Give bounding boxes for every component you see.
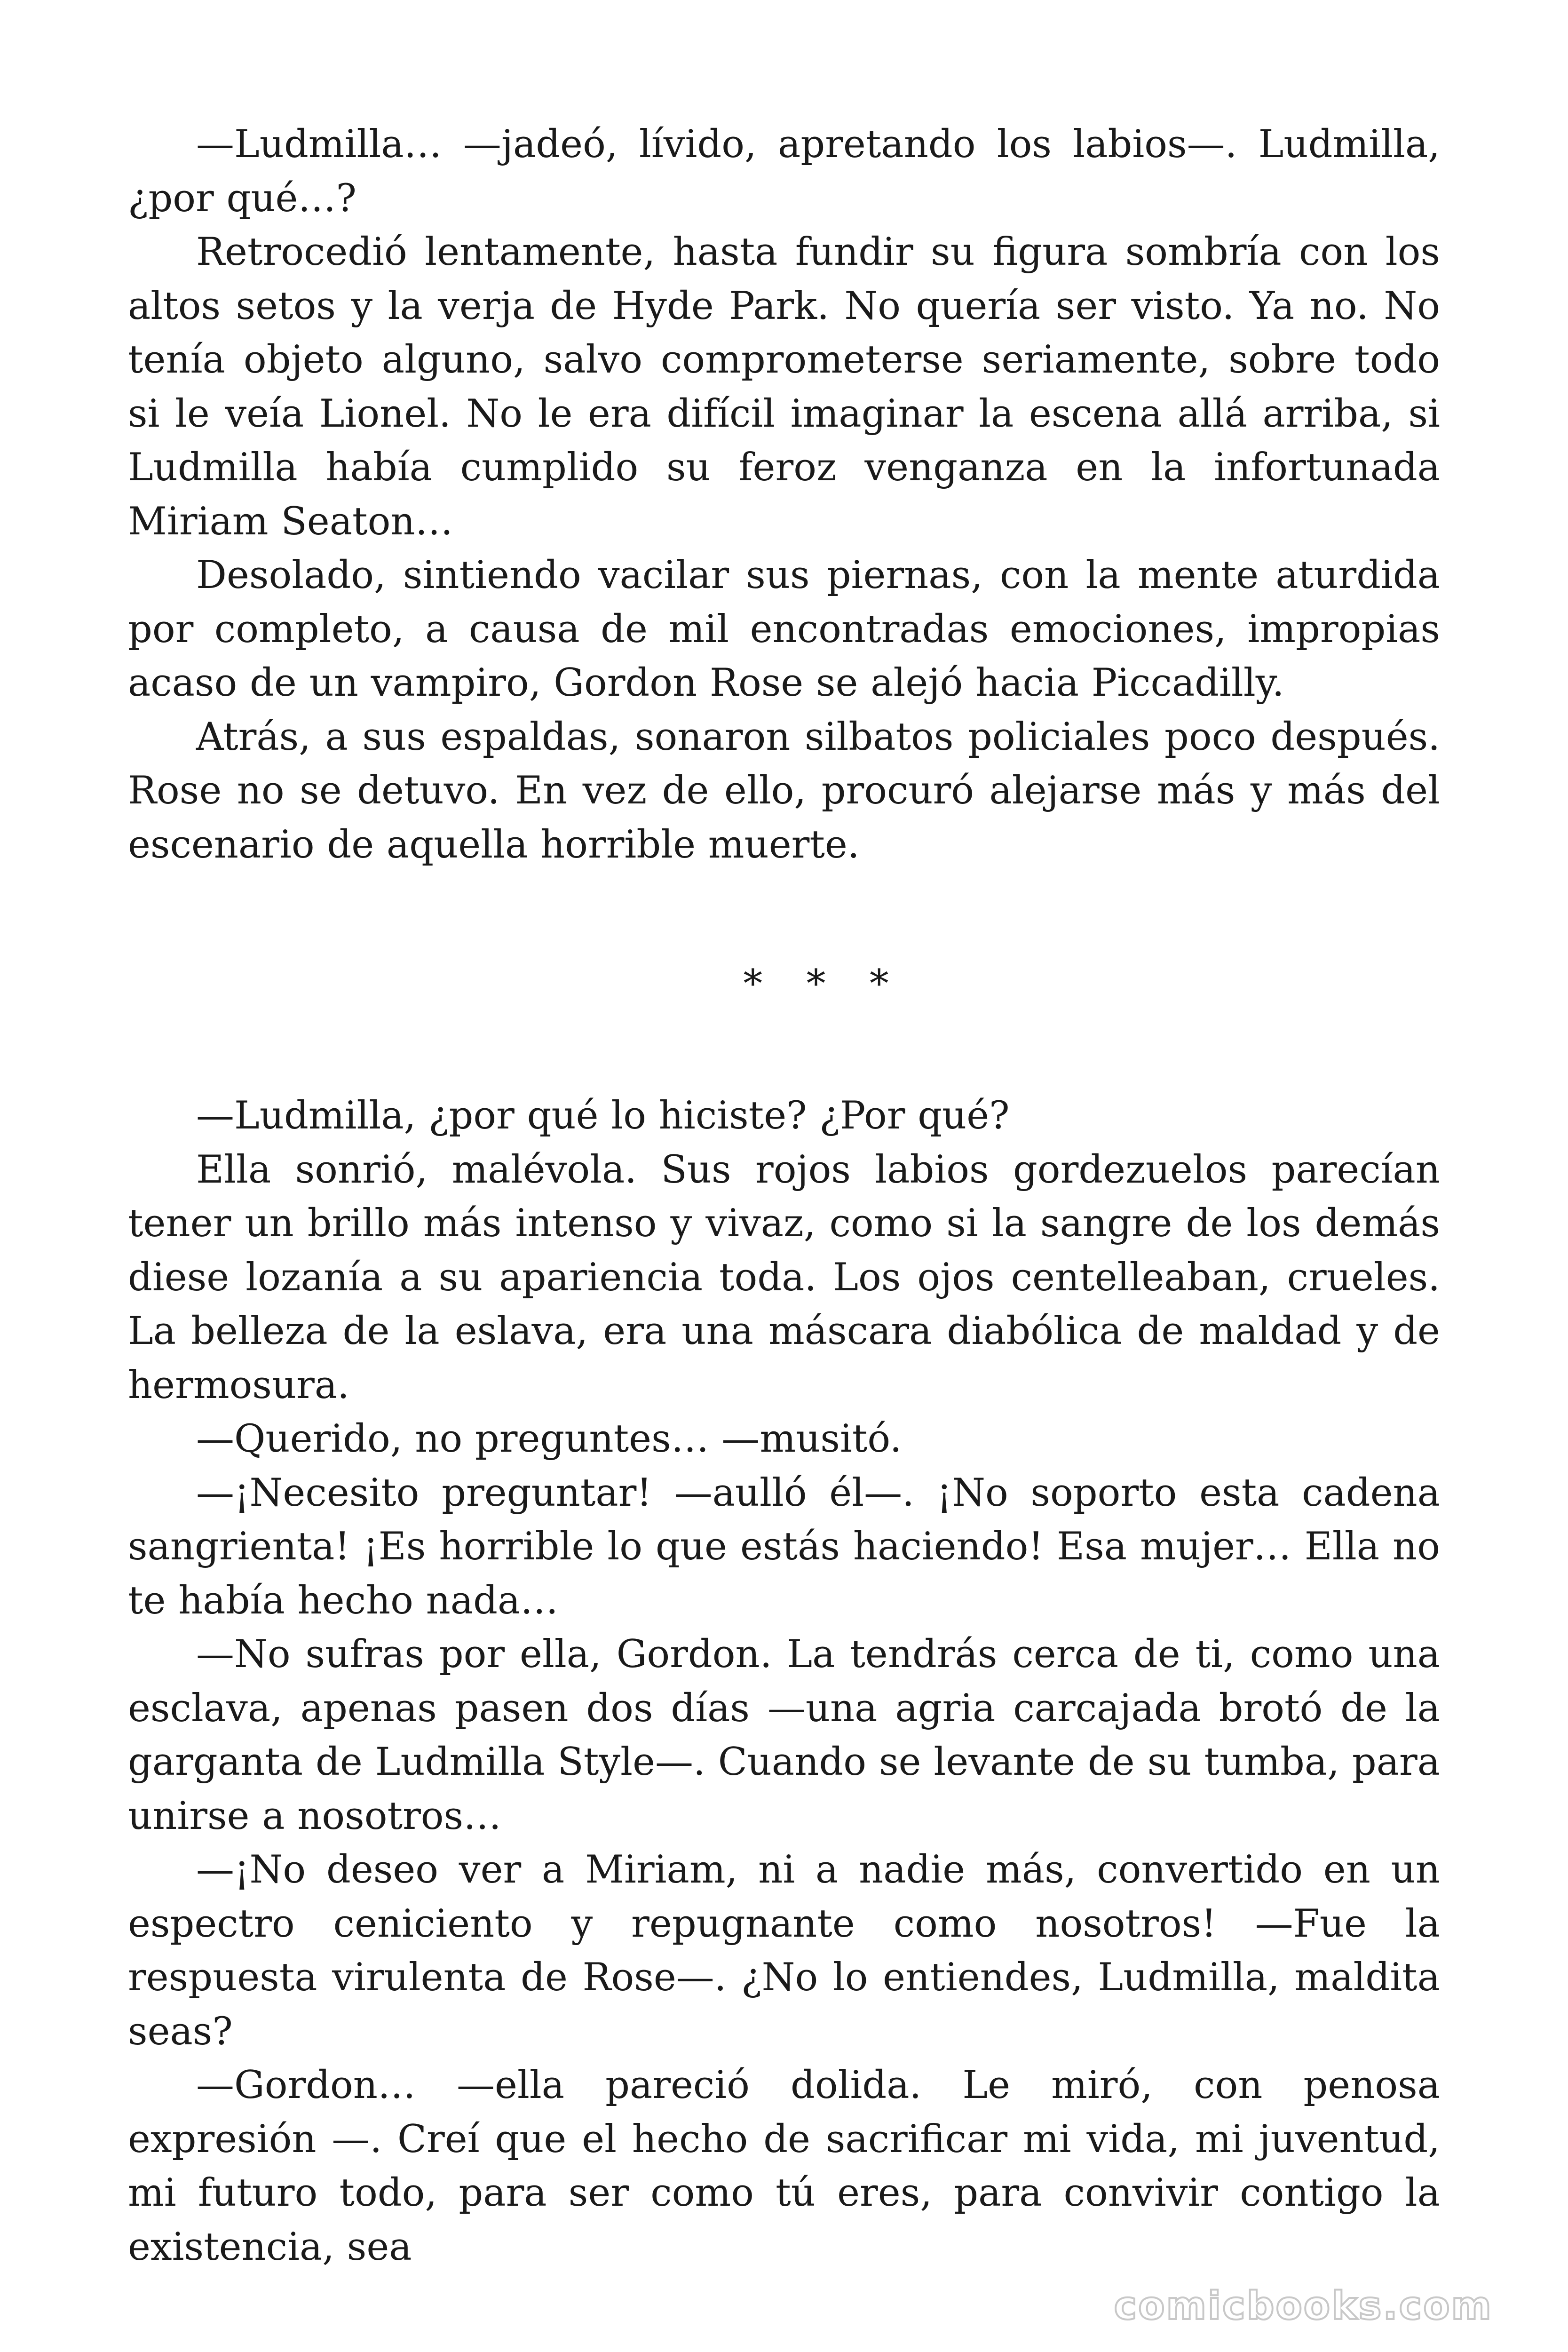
paragraph: Ella sonrió, malévola. Sus rojos labios gordezuelos parecían tener un brillo más intenso y vivaz, como si la sangre de los demás diese lozanía a su apariencia toda. Los ojos centelleaban, crueles. La belleza de la eslava, era una máscara diabólica de maldad y de hermosura. bbox=[128, 1147, 1440, 1407]
text-block-bottom bbox=[128, 1089, 1440, 2274]
paragraph: —¡Necesito preguntar! —aulló él—. ¡No soporto esta cadena sangrienta! ¡Es horrible lo que estás haciendo! Esa mujer… Ella no te había hecho nada… bbox=[128, 1470, 1440, 1623]
paragraph: —Querido, no preguntes… —musitó. bbox=[196, 1417, 902, 1461]
section-separator: * * * bbox=[743, 962, 905, 1006]
paragraph: Desolado, sintiendo vacilar sus piernas, con la mente aturdida por completo, a causa de mil encontradas emociones, impropias acaso de un vampiro, Gordon Rose se alejó hacia Piccadilly. bbox=[128, 553, 1440, 705]
watermark: comicbooks.com bbox=[1114, 2284, 1493, 2328]
paragraph: Atrás, a sus espaldas, sonaron silbatos policiales poco después. Rose no se detuvo. En vez de ello, procuró alejarse más y más del escenario de aquella horrible muerte. bbox=[128, 715, 1440, 867]
paragraph: —Ludmilla… —jadeó, lívido, apretando los labios—. Ludmilla, ¿por qué…? bbox=[128, 122, 1440, 221]
paragraph: —Gordon… —ella pareció dolida. Le miró, con penosa expresión —. Creí que el hecho de sacrificar mi vida, mi juventud, mi futuro todo, para ser como tú eres, para convivir contigo la existencia, sea bbox=[128, 2063, 1440, 2269]
paragraph: —Ludmilla, ¿por qué lo hiciste? ¿Por qué? bbox=[196, 1094, 1010, 1138]
text-block-top bbox=[128, 118, 1440, 872]
paragraph: —¡No deseo ver a Miriam, ni a nadie más, convertido en un espectro ceniciento y repugnante como nosotros! —Fue la respuesta virulenta de Rose—. ¿No lo entiendes, Ludmilla, maldita seas? bbox=[128, 1848, 1440, 2054]
paragraph: —No sufras por ella, Gordon. La tendrás cerca de ti, como una esclava, apenas pasen dos días —una agria carcajada brotó de la garganta de Ludmilla Style—. Cuando se levante de su tumba, para unirse a nosotros… bbox=[128, 1632, 1440, 1838]
paragraph: Retrocedió lentamente, hasta fundir su figura sombría con los altos setos y la verja de Hyde Park. No quería ser visto. Ya no. No tenía objeto alguno, salvo comprometerse seriamente, sobre todo si le veía Lionel. No le era difícil imaginar la escena allá arriba, si Ludmilla había cumplido su feroz venganza en la infortunada Miriam Seaton… bbox=[128, 230, 1440, 544]
